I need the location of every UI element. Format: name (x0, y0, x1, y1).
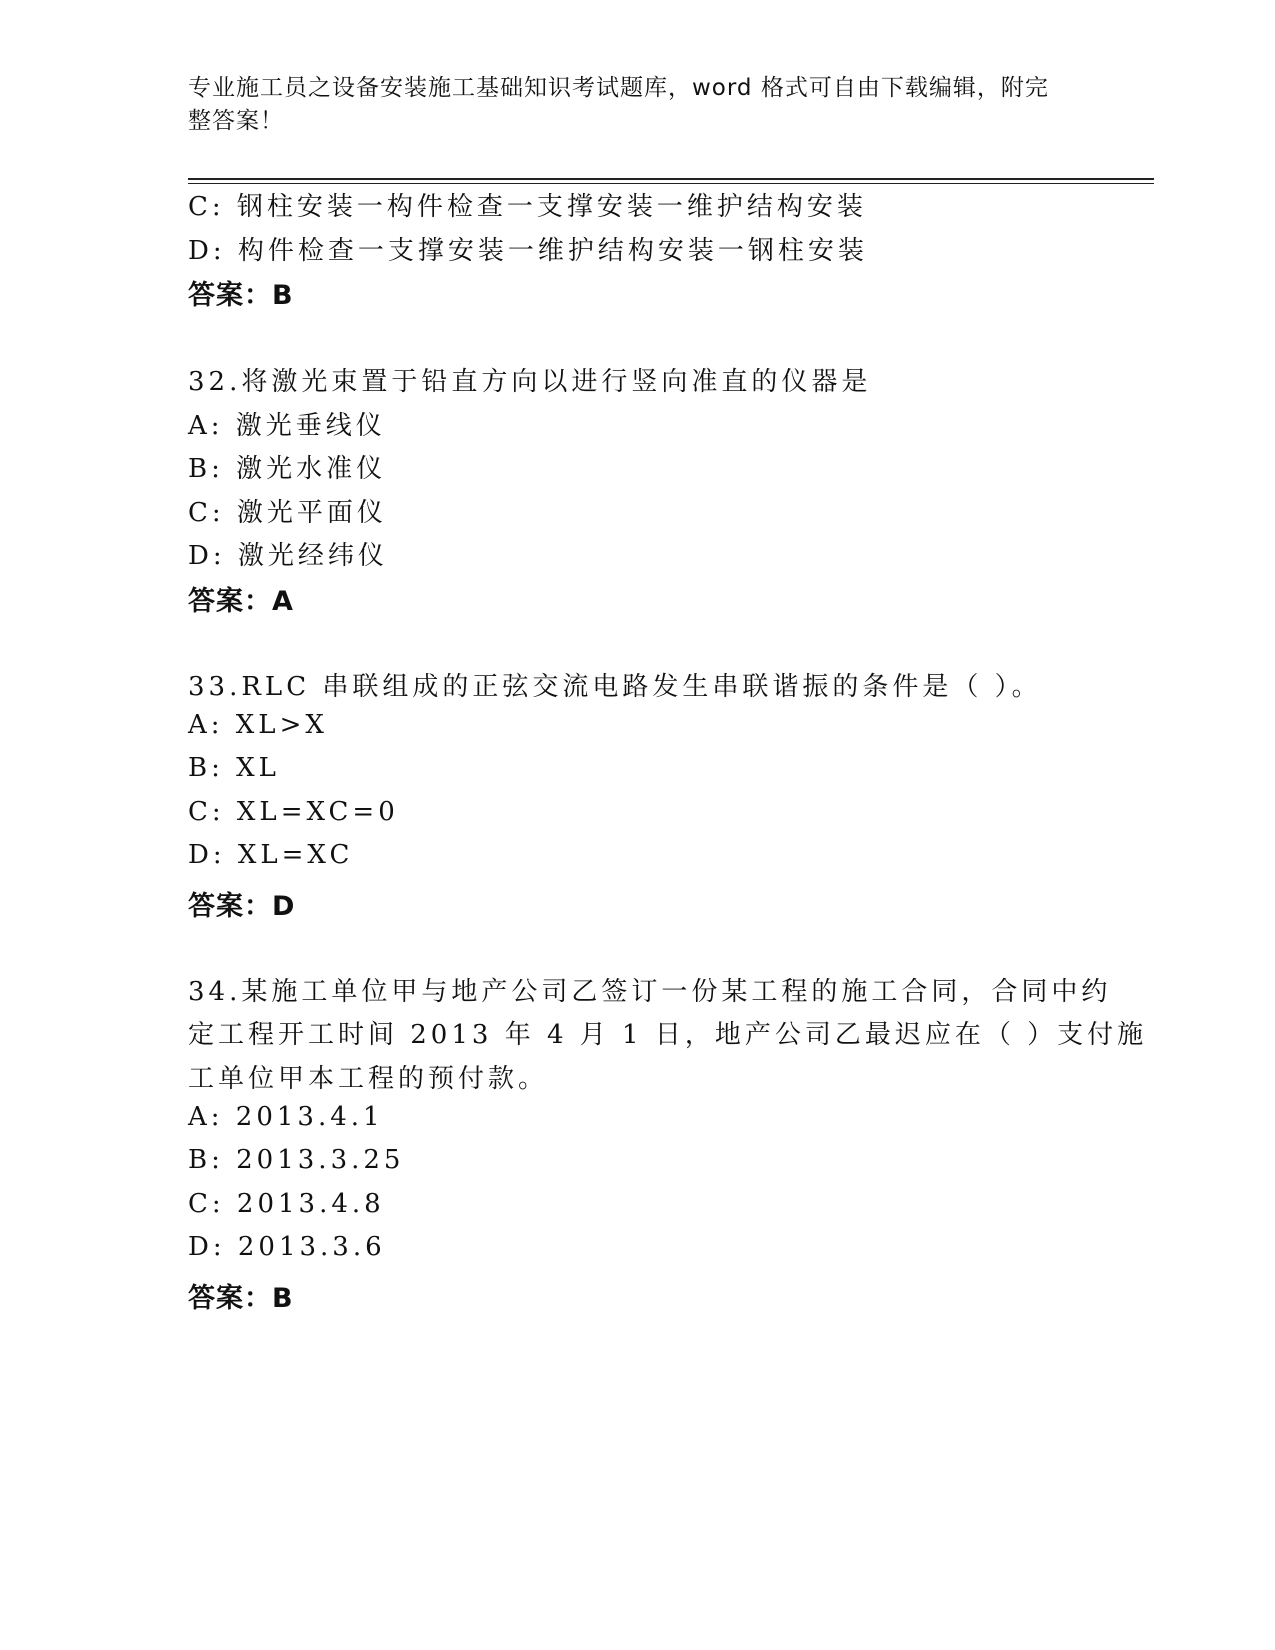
q33-answer: 答案：D (188, 891, 296, 922)
q32-option-b: B: 激光水准仪 (188, 454, 387, 484)
header-rule-thin (188, 183, 1154, 184)
q33-option-d: D: XL=XC (188, 840, 354, 870)
header-line-2: 整答案！ (188, 108, 284, 134)
q32-question: 32.将激光束置于铅直方向以进行竖向准直的仪器是 (188, 367, 872, 397)
document-header (188, 72, 1068, 138)
q33-option-b: B: XL (188, 753, 280, 783)
header-line-1: 专业施工员之设备安装施工基础知识考试题库，word 格式可自由下载编辑，附完 (188, 75, 1049, 101)
q32-answer: 答案：A (188, 586, 294, 617)
header-rule-thick (188, 178, 1154, 180)
q31-option-c: C: 钢柱安装一构件检查一支撑安装一维护结构安装 (188, 192, 867, 222)
q32-option-d: D: 激光经纬仪 (188, 541, 388, 571)
q34-question-line-3: 工单位甲本工程的预付款。 (188, 1064, 549, 1094)
q34-option-d: D: 2013.3.6 (188, 1232, 386, 1262)
q31-answer: 答案：B (188, 280, 294, 311)
q31-option-d: D: 构件检查一支撑安装一维护结构安装一钢柱安装 (188, 236, 868, 266)
q34-option-b: B: 2013.3.25 (188, 1145, 405, 1175)
q34-answer: 答案：B (188, 1283, 294, 1314)
q33-option-c: C: XL=XC=0 (188, 797, 399, 827)
q34-option-a: A: 2013.4.1 (188, 1102, 384, 1132)
q32-option-a: A: 激光垂线仪 (188, 411, 386, 441)
q32-option-c: C: 激光平面仪 (188, 498, 387, 528)
q34-question-line-2: 定工程开工时间 2013 年 4 月 1 日，地产公司乙最迟应在（ ）支付施 (188, 1020, 1148, 1050)
q33-question: 33.RLC 串联组成的正弦交流电路发生串联谐振的条件是（ ）。 (188, 672, 1042, 702)
q33-option-a: A: XL>X (188, 710, 328, 740)
q34-question-line-1: 34.某施工单位甲与地产公司乙签订一份某工程的施工合同，合同中约 (188, 977, 1112, 1007)
q34-option-c: C: 2013.4.8 (188, 1189, 385, 1219)
